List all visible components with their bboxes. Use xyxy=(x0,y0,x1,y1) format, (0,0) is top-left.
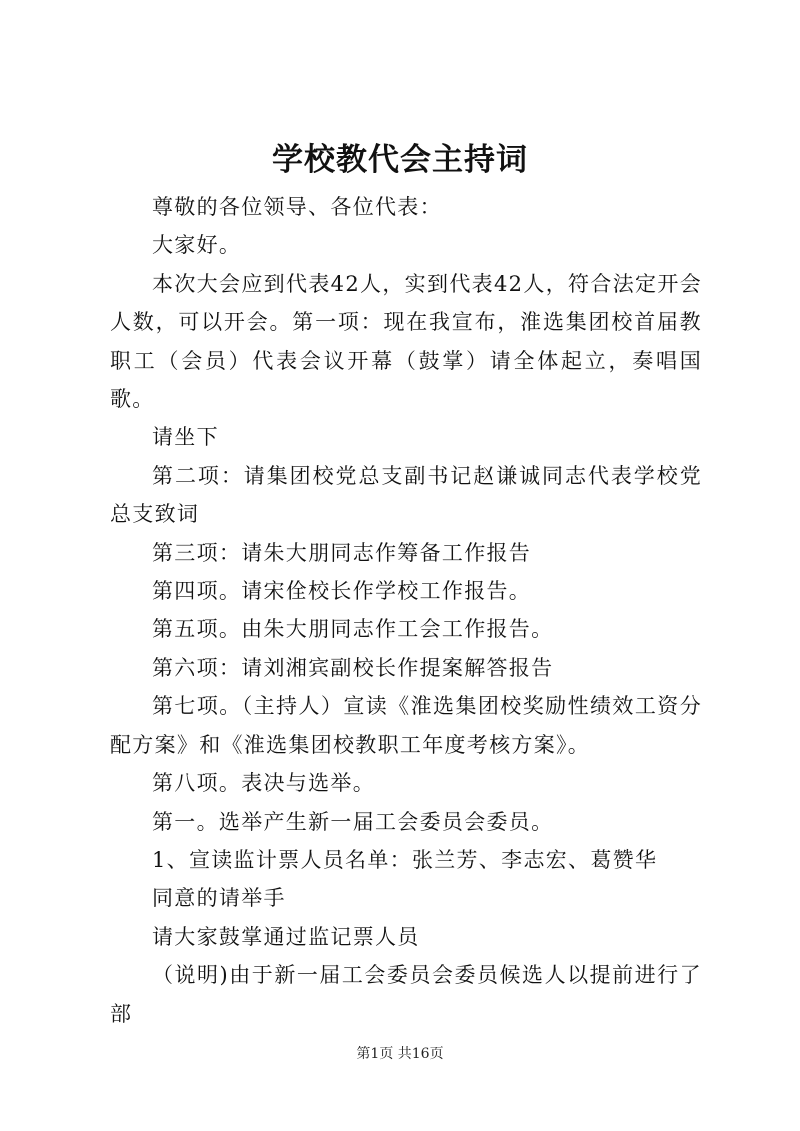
paragraph: 第三项：请朱大朋同志作筹备工作报告 xyxy=(152,540,532,565)
paragraph: 第七项。（主持人）宣读《淮选集团校奖励性绩效工资分配方案》和《淮选集团校教职工年度考核方案》。 xyxy=(110,694,702,757)
paragraph: 1、宣读监计票人员名单：张兰芳、李志宏、葛赞华 xyxy=(152,847,658,872)
document-body xyxy=(110,188,702,1033)
page-footer: 第1页 共16页 xyxy=(356,1046,444,1062)
paragraph: 第二项：请集团校党总支副书记赵谦诚同志代表学校党总支致词 xyxy=(110,463,702,527)
paragraph: 第八项。表决与选举。 xyxy=(152,771,375,796)
paragraph: 同意的请举手 xyxy=(152,886,286,911)
paragraph: 第四项。请宋佺校长作学校工作报告。 xyxy=(152,579,532,604)
paragraph: 本次大会应到代表42人，实到代表42人，符合法定开会人数，可以开会。第一项：现在我宣布，淮选集团校首届教职工（会员）代表会议开幕（鼓掌）请全体起立，奏唱国歌。 xyxy=(110,271,702,412)
paragraph: 请大家鼓掌通过监记票人员 xyxy=(152,924,420,949)
paragraph: 第六项：请刘湘宾副校长作提案解答报告 xyxy=(152,655,554,680)
paragraph: 第一。选举产生新一届工会委员会委员。 xyxy=(152,809,554,834)
paragraph: 尊敬的各位领导、各位代表： xyxy=(152,195,442,219)
paragraph: 第五项。由朱大朋同志作工会工作报告。 xyxy=(152,617,554,642)
paragraph: 大家好。 xyxy=(152,233,242,258)
paragraph: 请坐下 xyxy=(152,425,219,450)
document-title: 学校教代会主持词 xyxy=(272,142,528,178)
paragraph: （说明)由于新一届工会委员会委员候选人以提前进行了部 xyxy=(110,963,702,1026)
